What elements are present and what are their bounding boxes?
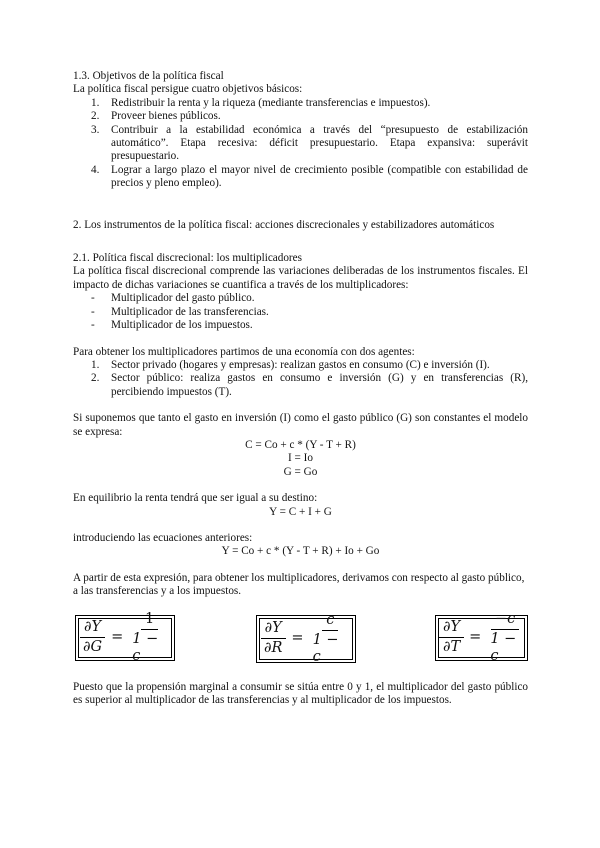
list-item bbox=[73, 359, 528, 372]
list-item bbox=[73, 306, 528, 319]
list-item-text: Contribuir a la estabilidad económica a través del “presupuesto de estabilización automático”. Etapa recesiva: déficit presupuestario. Etapa expansiva: superávit presupuestario. bbox=[111, 123, 528, 163]
formula-result-denominator: 1 − c bbox=[312, 631, 339, 665]
formula-denominator: ∂R bbox=[264, 640, 283, 657]
list-item bbox=[73, 372, 528, 399]
section-2-1-paragraph: La política fiscal discrecional comprende las variaciones deliberadas de los instrumentos fiscales. El impacto de dichas variaciones se cuantifica a través de los multiplicadores: bbox=[73, 265, 528, 291]
section-2-heading: 2. Los instrumentos de la política fiscal: acciones discrecionales y estabilizadores automáticos bbox=[73, 218, 495, 231]
dash-bullet: - bbox=[91, 305, 95, 318]
list-item-text: Proveer bienes públicos. bbox=[111, 110, 221, 123]
document-page bbox=[73, 70, 528, 707]
objectives-list bbox=[73, 97, 528, 191]
multipliers-list bbox=[73, 292, 528, 332]
list-item-text: Lograr a largo plazo el mayor nivel de crecimiento posible (compatible con estabilidad de precios y pleno empleo). bbox=[111, 163, 528, 190]
formula-equals: = bbox=[111, 628, 124, 645]
formula-numerator: ∂Y bbox=[439, 619, 464, 638]
list-item-text: Redistribuir la renta y la riqueza (mediante transferencias e impuestos). bbox=[111, 96, 431, 109]
conclusion-text: Puesto que la propensión marginal a consumir se sitúa entre 0 y 1, el multiplicador del gasto público es superior al multiplicador de las transferencias y al multiplicador de los impuestos. bbox=[73, 680, 528, 706]
list-number: 2. bbox=[91, 110, 100, 123]
list-number: 3. bbox=[91, 123, 100, 136]
formula-numerator: ∂Y bbox=[80, 619, 105, 638]
list-item-text: Sector privado (hogares y empresas): realizan gastos en consumo (C) e inversión (I). bbox=[111, 358, 490, 371]
list-item-text: Multiplicador de las transferencias. bbox=[111, 305, 269, 318]
formula-result-numerator: 1 bbox=[141, 611, 158, 630]
formula-result-numerator: −c bbox=[491, 611, 519, 630]
list-item bbox=[73, 97, 528, 110]
list-item-text: Multiplicador de los impuestos. bbox=[111, 319, 253, 332]
equation-investment: I = Io bbox=[288, 452, 313, 465]
agents-intro: Para obtener los multiplicadores partimos de una economía con dos agentes: bbox=[73, 345, 415, 358]
substitution-intro: introduciendo las ecuaciones anteriores: bbox=[73, 531, 253, 544]
equilibrium-equation: Y = C + I + G bbox=[269, 505, 332, 518]
formula-result-denominator: 1 − c bbox=[490, 630, 517, 664]
list-item bbox=[73, 124, 528, 164]
list-number: 1. bbox=[91, 96, 100, 109]
list-number: 4. bbox=[91, 163, 100, 176]
derive-text: A partir de esta expresión, para obtener los multiplicadores, derivamos con respecto al gasto público, a las transferencias y a los impuestos. bbox=[73, 571, 525, 598]
formula-equals: = bbox=[469, 628, 482, 645]
formula-result-numerator: c bbox=[322, 612, 338, 631]
formula-denominator: ∂G bbox=[83, 639, 103, 656]
agents-list bbox=[73, 359, 528, 399]
list-number: 2. bbox=[91, 372, 100, 385]
list-number: 1. bbox=[91, 358, 100, 371]
dash-bullet: - bbox=[91, 319, 95, 332]
equation-consumption: C = Co + c * (Y - T + R) bbox=[245, 438, 356, 451]
formula-box-taxes bbox=[435, 610, 528, 664]
section-1-3-heading: 1.3. Objetivos de la política fiscal bbox=[73, 70, 224, 82]
formula-denominator: ∂T bbox=[443, 639, 461, 656]
model-equations bbox=[73, 439, 528, 479]
multiplier-formulas bbox=[73, 610, 528, 671]
list-item bbox=[73, 292, 528, 305]
list-item-text: Sector público: realiza gastos en consumo e inversión (G) y en transferencias (R), percibiendo impuestos (T). bbox=[111, 372, 528, 398]
section-2-1-heading: 2.1. Política fiscal discrecional: los multiplicadores bbox=[73, 252, 302, 265]
formula-equals: = bbox=[291, 629, 304, 646]
substitution-equation: Y = Co + c * (Y - T + R) + Io + Go bbox=[221, 545, 380, 558]
list-item-text: Multiplicador del gasto público. bbox=[111, 292, 255, 305]
equation-public-spending: G = Go bbox=[283, 465, 318, 478]
formula-box-public-spending bbox=[75, 610, 175, 664]
equilibrium-intro: En equilibrio la renta tendrá que ser igual a su destino: bbox=[73, 492, 318, 505]
list-item bbox=[73, 164, 528, 191]
formula-numerator: ∂Y bbox=[261, 620, 286, 639]
list-item bbox=[73, 319, 528, 332]
formula-result-denominator: 1 − c bbox=[132, 630, 159, 664]
formula-box-transfers bbox=[256, 611, 356, 665]
dash-bullet: - bbox=[91, 292, 95, 305]
model-intro: Si suponemos que tanto el gasto en inversión (I) como el gasto público (G) son constantes el modelo se expresa: bbox=[73, 412, 528, 438]
section-1-3-intro: La política fiscal persigue cuatro objetivos básicos: bbox=[73, 83, 303, 96]
list-item bbox=[73, 110, 528, 123]
